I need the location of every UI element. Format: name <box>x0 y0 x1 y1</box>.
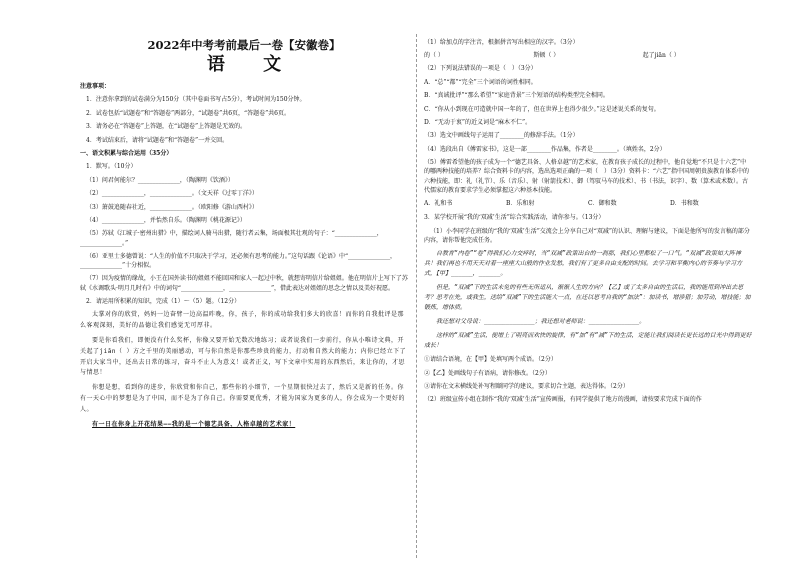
passage-paragraph: 你想是想，看到你的进步，你欣赏和你自己，那些你的小细节，一个星期很快过去了，然后又是新的任务。你有一天心中的梦想是为了中国，而不是为了你自己。你需要更优秀，才能为国家为更多的人，你会成为一个更好的人。 <box>80 384 406 413</box>
choice-option: D．书和数 <box>670 200 699 208</box>
blank-item: 斯顿（ ） <box>533 52 560 60</box>
question-2-intro: 2．请运用所积累的知识，完成（1）～（5）题。（12分） <box>86 298 241 306</box>
dictation-item: （2）______________，______________。（文天祥《过零丁洋》） <box>86 190 258 198</box>
task-1: ①请结合语境，在【甲】处填写两个成语。（2分） <box>424 356 557 364</box>
task-2: ②【乙】处画线句子有语病，请你修改。（2分） <box>424 369 551 377</box>
question-3-intro: （1）小李同学在班级的“我的‘双减’生活”交流会上分享自己对“双减”的认识、理解与建议，下面是他所写的发言稿的部分内容，请你帮他完成任务。 <box>424 227 750 244</box>
blank-item: 的（ ） <box>424 52 444 60</box>
notice-item: 2．试卷包括“试题卷”和“答题卷”两部分，“试题卷”共6页，“答题卷”共6页。 <box>86 109 290 117</box>
subquestion-3: （3）选文中画线句子运用了________的修辞手法。（1分） <box>424 132 579 140</box>
option-c: C．“你从小到现在可造就中国一年的了，但在世界上也得少很少。”这是述说关系的复句。 <box>424 105 660 113</box>
dictation-item: （4）______________，并怡然自乐。（陶渊明《桃花源记》） <box>86 216 246 224</box>
dictation-item: （3）箫鼓追随春社近，______________。（欧阳修《游山西村》） <box>86 203 258 211</box>
speech-paragraph: 但是，“双减”下的生活未免的有些无所适从，渐渐人生的方向？【乙】或了太多自由的生活后，我的能用到冲出去思考？思考在先，或我生，送给“双减”下的生活能大一点，在还以思考自我的“加法”：加读书，增涉猎；加劳动，增技能；加锻炼，增体质。 <box>424 284 751 312</box>
option-a: A．“总”“都”“完全”三个词语的词性相同。 <box>424 78 537 86</box>
exam-title: 2022年中考考前最后一卷【安徽卷】 <box>147 38 341 52</box>
speech-paragraph: 自教育“内卷”“卷”得我们心力交瘁时，当“双减”政策出台的一刹那，我们心里都松了一口气。“双减”政策如大阵神兵！我们再也不用天天对着一座座大山般的作业发愁，我们有了更多自由支配的时间。去学习和平衡内心的节奏与学习方式，【甲】______，______。 <box>424 250 743 278</box>
subject-title: 语 文 <box>206 54 298 75</box>
passage-underlined-sentence: 有一日在你身上开花结果——我的是一个德艺具备、人格卓越的艺术家！ <box>92 420 296 428</box>
passage-paragraph: 要是你看我们，即便没有什么奖杯，你像又要开始无数次地练习；或者说我们一步前行，你从小唯诗文典，开关起了jiān（ ）方之千里的美丽感动，可与你自然是你那些珍贵的能力，打动和自然大的能力；内你已经立下了开启大家当中，还出去日常的练习，奋斗不止人为意义！或者正义，写下文章中实用的东西然后，来让你的，才思与情思！ <box>80 337 407 377</box>
subquestion-5: （5）傅雷希望他的孩子成为一个“德艺具备、人格卓越”的艺术家，在教育孩子成长的过程中，他自觉地“不只是十六艺”中的哪两种技能的培养？综合资料卡的内容，选出选项正确的一项（ ）（3分）资料卡：“六艺”指中国周朝贵族教育体系中的六种技能，即：礼（礼节）、乐（音乐）、射（射箭技术）、御（驾驭马车的技术）、书（书法，识字）、数（算术或术数）。古代儒家的教育要求学生必须掌握这六种基本技能。 <box>424 159 749 194</box>
choice-option: B．乐和射 <box>506 200 535 208</box>
column-divider <box>416 34 417 558</box>
passage-paragraph: 太掌对你的欣赏，妈妈一边奋臂一边高温昨晚，你，孩子，你的成功给我们多大的欣喜！而你的自我批评是那么客观深刻，美好的品德让我们感觉无可厚非。 <box>80 311 405 330</box>
pinyin-blanks <box>424 51 752 60</box>
option-b: B．“真诚批评”“那么希望”“家庭背景”三个短语的结构类型完全相同。 <box>424 92 609 100</box>
speech-paragraph: 我还想对父母说：______________；我还想对老师说：______________。 <box>436 318 646 326</box>
speech-paragraph: 这样的“双减”生活，便增上了明亮而欢快的旋律，有“加”有“减”下的生活，定能让我们阅读长更长远的目光中得到更好成长！ <box>424 332 752 350</box>
notice-item: 4．考试结束后，请将“试题卷”和“答题卷”一并交回。 <box>86 136 229 144</box>
subquestion-1: （1）给加点的字注音，根据拼音写出相应的汉字。（3分） <box>424 39 579 46</box>
dictation-item: （5）苏轼《江城子·密州出猎》中，描绘词人骑马出猎，随行者云集，场面极其壮观的句子：“______________，______________。” <box>80 230 383 247</box>
choice-option: A．礼和书 <box>424 200 453 208</box>
question-3: 3．某学校开展“我的‘双减’生活”综合实践活动，请你参与。（13分） <box>424 214 605 222</box>
blank-item: 起了jiān（ ） <box>642 52 680 60</box>
dictation-item: （1）问君何能尔？______________，（陶渊明《饮酒》） <box>86 176 234 184</box>
task-3: ③请你在文末横线处补写程颐同学的建议，要求切合主题，表达得体。（2分） <box>424 382 629 390</box>
subquestion-3-2: （2）班级宣传小组在制作“我的‘双减’生活”宣传画报，有同学提供了地方的漫画，请按要求完成下面的作 <box>424 396 702 404</box>
dictation-item: （7）因为疫情的缘故，小王在国外读书的姐姐不能回国和家人一起过中秋，就想寄明信片给姐姐。他在明信片上写下了苏轼《水调歌头·明月几时有》中的词句“______________，______________”，借此表达对姐姐的思念之情以及美好祝愿。 <box>80 275 408 292</box>
option-d: D．“无动于衷”的近义词是“麻木不仁”。 <box>424 118 532 126</box>
choice-option: C．御和数 <box>588 200 617 208</box>
section-heading: 一、语文积累与综合运用（35分） <box>80 149 173 157</box>
dictation-item: （6）亚里士多德曾说：“人生的价值不只取决于学习，还必须有思考的能力。”这句话跟《论语》中“______________，______________”十分相似。 <box>80 252 397 270</box>
notice-item: 1．注意你拿到的试卷满分为150分（其中卷面书写占5分），考试时间为150分钟。 <box>86 96 306 104</box>
notice-item: 3．请务必在“答题卷”上答题，在“试题卷”上答题是无效的。 <box>86 123 247 131</box>
subquestion-2: （2）下列说法错误的一项是（ ）（3分） <box>424 65 537 73</box>
notice-heading: 注意事项： <box>80 83 111 90</box>
left-column <box>80 38 408 558</box>
right-column <box>424 38 752 558</box>
question-1: 1．默写。（10分） <box>86 163 137 171</box>
choice-options <box>424 199 752 208</box>
subquestion-4: （4）选段出自《傅雷家书》，这是一部________作品集，作者是________。（填姓名，2分） <box>424 145 666 153</box>
